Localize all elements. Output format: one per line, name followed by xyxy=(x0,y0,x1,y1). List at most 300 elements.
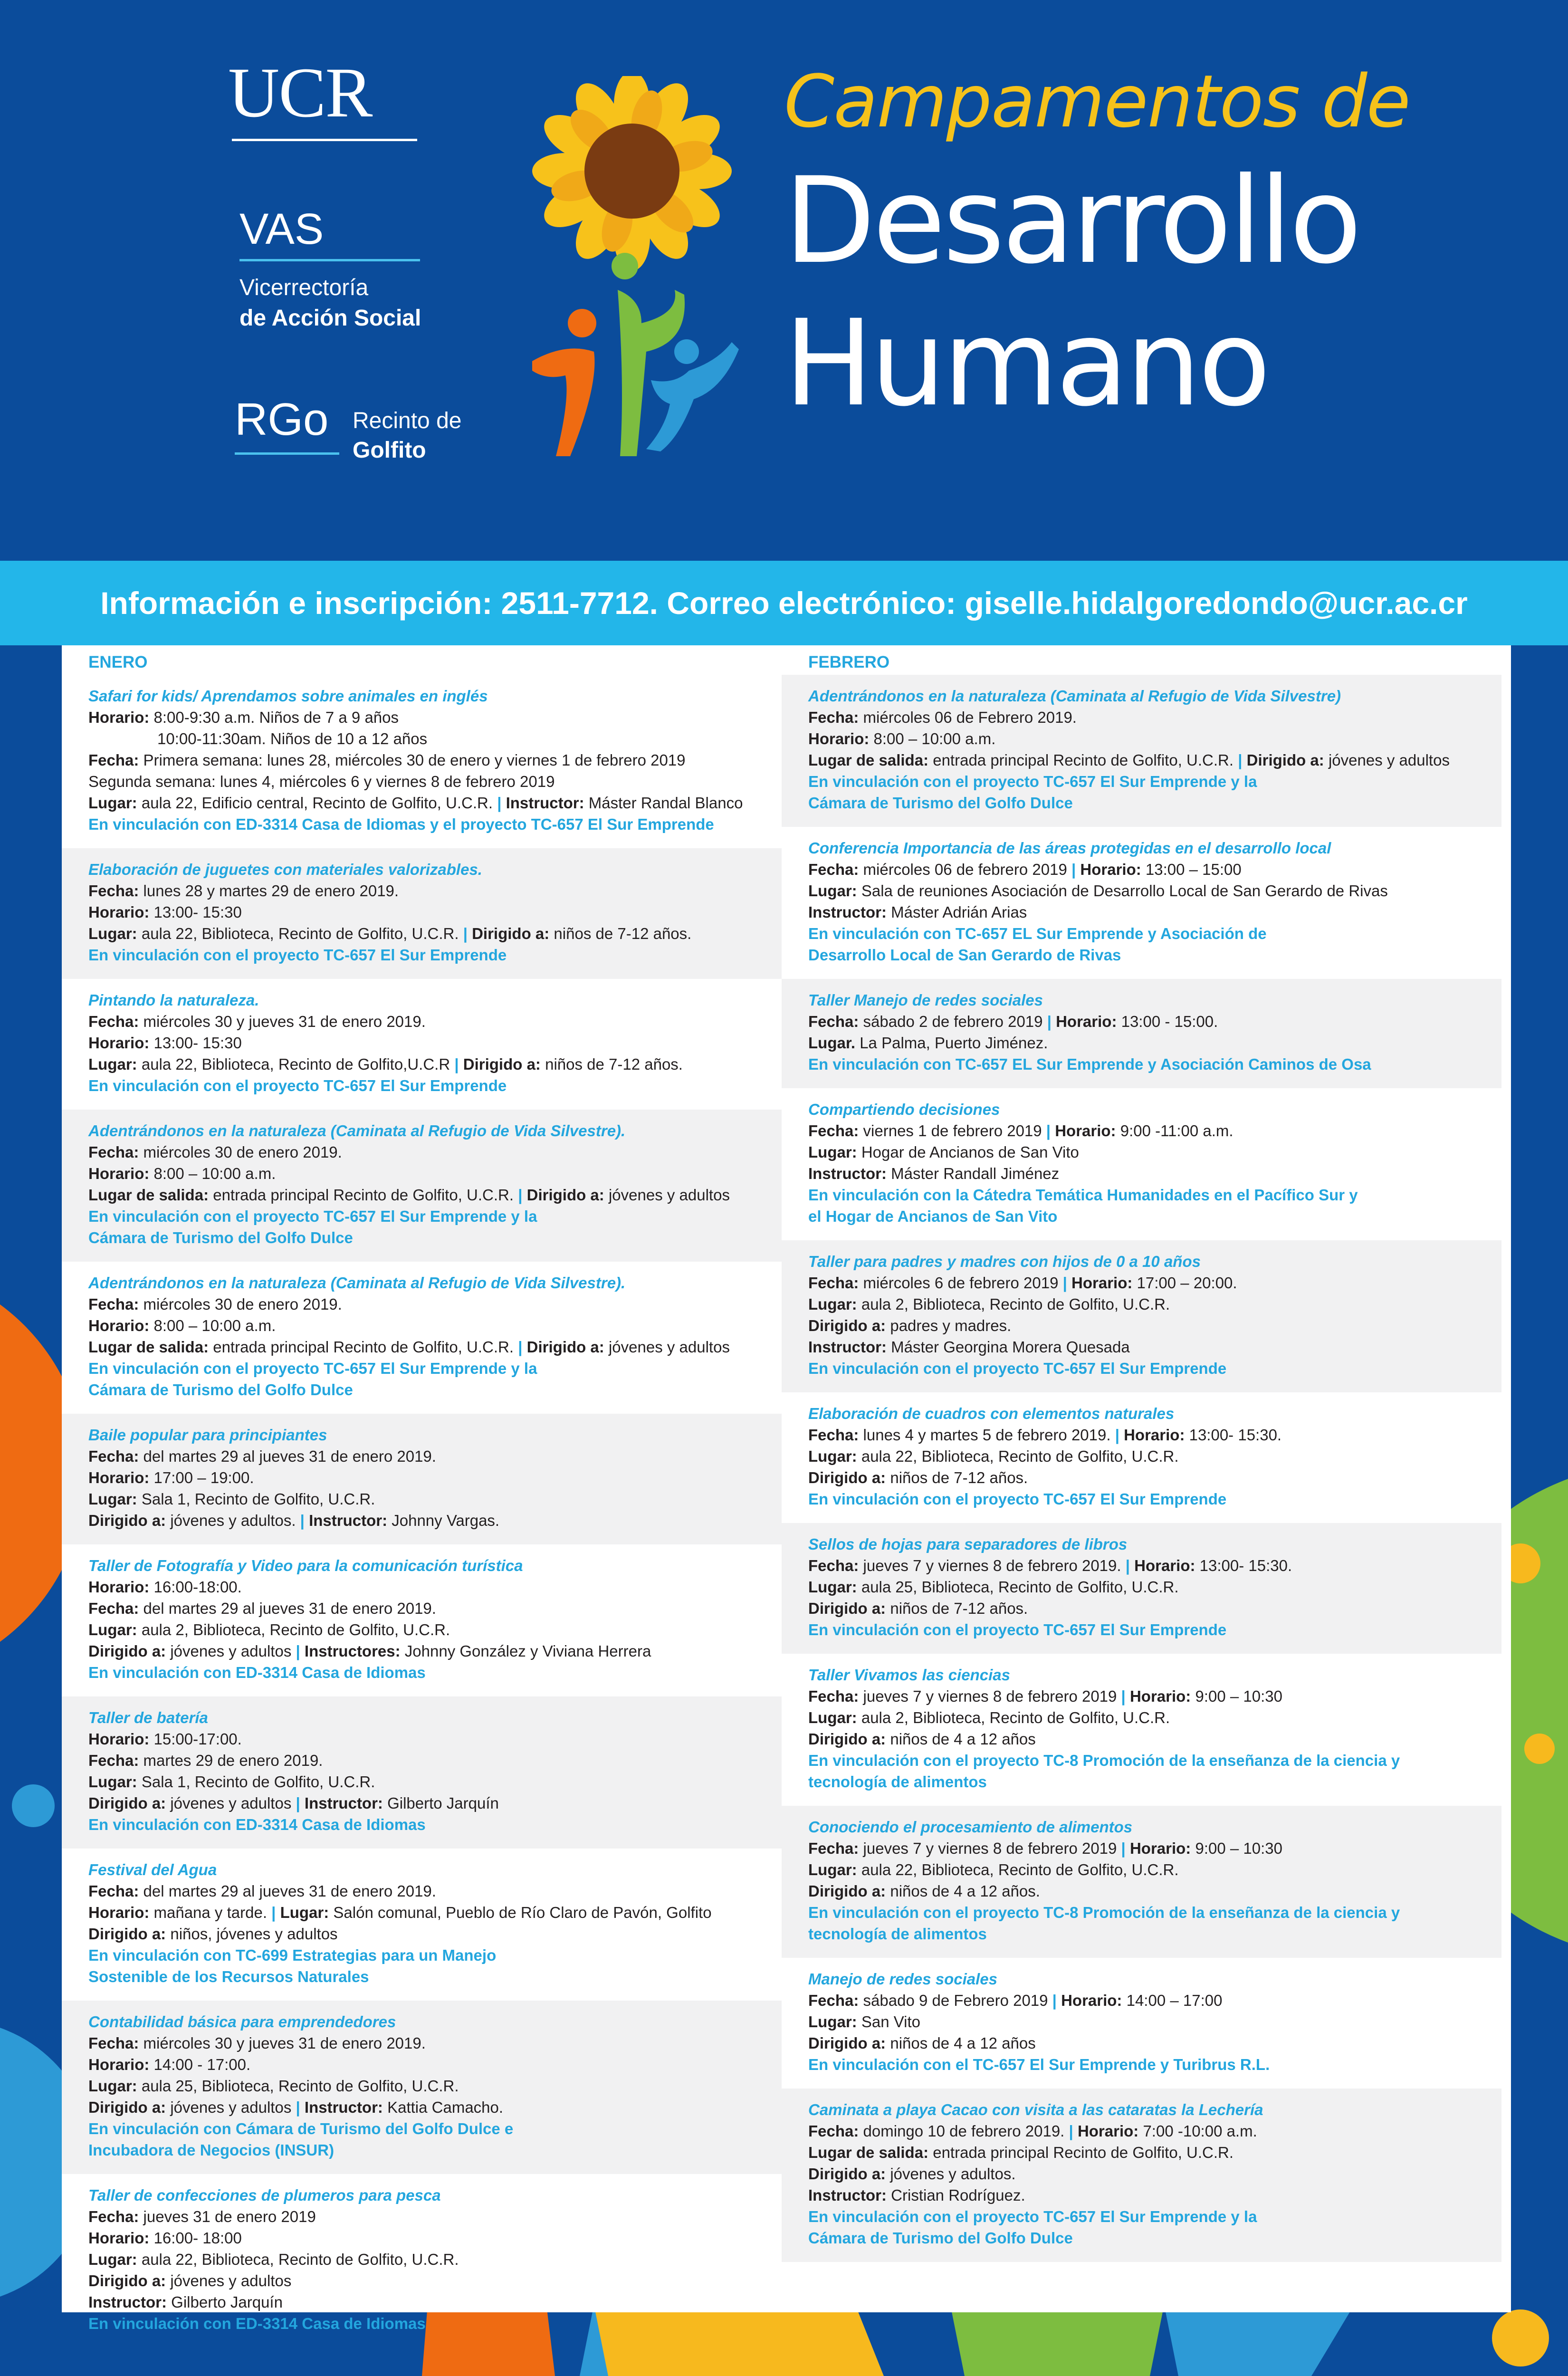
detail-value: aula 22, Biblioteca, Recinto de Golfito, U.C.R. xyxy=(857,1861,1179,1878)
event-detail-line xyxy=(808,1880,1473,1902)
detail-label: Instructor: xyxy=(808,1165,887,1182)
detail-label: Lugar: xyxy=(808,2013,857,2031)
event-detail-line xyxy=(808,1598,1473,1619)
event-detail-line xyxy=(88,880,753,901)
event-detail-line xyxy=(808,2120,1473,2142)
separator-bar: | xyxy=(463,925,472,942)
event-detail-line xyxy=(808,728,1473,749)
detail-label: Lugar de salida: xyxy=(808,751,929,769)
detail-label: Instructor: xyxy=(304,2098,383,2116)
event-affiliation: En vinculación con el proyecto TC-657 El Sur Emprende xyxy=(808,1360,1227,1377)
detail-label: Fecha: xyxy=(808,1557,859,1574)
event-affiliation: En vinculación con Cámara de Turismo del Golfo Dulce e xyxy=(88,2120,514,2137)
detail-label: Instructor: xyxy=(808,903,887,921)
vas-logo: VAS xyxy=(239,205,324,253)
event-title: Festival del Agua xyxy=(88,1861,217,1878)
yellow-dot-bottom-right xyxy=(1492,2309,1549,2366)
event-detail-line xyxy=(808,1272,1473,1293)
event-detail-line xyxy=(88,792,753,814)
detail-value: 15:00-17:00. xyxy=(149,1730,242,1748)
detail-label: Fecha: xyxy=(88,1600,139,1617)
separator-bar: | xyxy=(1046,1122,1055,1140)
detail-label: Fecha: xyxy=(88,751,139,769)
detail-label: Dirigido a: xyxy=(88,1925,166,1943)
event-detail-line xyxy=(88,1032,753,1054)
info-bar: Información e inscripción: 2511-7712. Correo electrónico: giselle.hidalgoredondo@ucr.ac.cr xyxy=(0,561,1568,645)
event-detail-line xyxy=(88,1011,753,1032)
detail-label: Horario: xyxy=(1055,1122,1116,1140)
detail-value: Sala 1, Recinto de Golfito, U.C.R. xyxy=(137,1773,375,1791)
event-detail-line xyxy=(88,1163,753,1184)
event-affiliation: En vinculación con ED-3314 Casa de Idiomas xyxy=(88,1816,426,1833)
event-title: Conociendo el procesamiento de alimentos xyxy=(808,1818,1133,1836)
detail-label: Fecha: xyxy=(808,1992,859,2009)
january-column xyxy=(62,645,782,2347)
detail-label: Lugar: xyxy=(280,1904,329,1921)
detail-label: Instructores: xyxy=(304,1642,401,1660)
detail-value: 13:00- 15:30 xyxy=(149,903,242,921)
event-detail-line xyxy=(808,1032,1473,1054)
detail-value: jueves 7 y viernes 8 de febrero 2019 xyxy=(859,1839,1121,1857)
detail-label: Dirigido a: xyxy=(88,1642,166,1660)
detail-label: Lugar: xyxy=(808,1447,857,1465)
event-detail-line xyxy=(808,1838,1473,1859)
detail-value: 17:00 – 19:00. xyxy=(149,1469,254,1486)
vas-name-line1: Vicerrectoría xyxy=(239,275,369,300)
blue-dot-left-3 xyxy=(0,2043,38,2081)
detail-label: Lugar: xyxy=(808,1578,857,1596)
separator-bar: | xyxy=(1047,1013,1056,1030)
detail-value: del martes 29 al jueves 31 de enero 2019. xyxy=(139,1600,436,1617)
detail-label: Dirigido a: xyxy=(526,1186,604,1204)
event-detail-line xyxy=(88,1880,753,1902)
event-detail-line xyxy=(88,1293,753,1315)
detail-value: domingo 10 de febrero 2019. xyxy=(859,2122,1069,2140)
detail-label: Fecha: xyxy=(88,1295,139,1313)
detail-value: La Palma, Puerto Jiménez. xyxy=(855,1034,1048,1052)
separator-bar: | xyxy=(1062,1274,1072,1292)
detail-value: niños, jóvenes y adultos xyxy=(166,1925,338,1943)
detail-label: Fecha: xyxy=(88,1752,139,1769)
detail-label: Horario: xyxy=(1124,1426,1185,1444)
detail-value: niños de 7-12 años. xyxy=(549,925,692,942)
event-detail-line xyxy=(808,1576,1473,1598)
event-detail-line xyxy=(88,1467,753,1488)
event-title: Manejo de redes sociales xyxy=(808,1970,998,1988)
event-detail-line xyxy=(88,2270,753,2291)
separator-bar: | xyxy=(1238,751,1247,769)
detail-value: jóvenes y adultos xyxy=(1324,751,1450,769)
detail-value: Kattia Camacho. xyxy=(382,2098,504,2116)
detail-label: Fecha: xyxy=(808,1274,859,1292)
detail-value: Salón comunal, Pueblo de Río Claro de Pavón, Golfito xyxy=(329,1904,712,1921)
detail-label: Fecha: xyxy=(88,882,139,900)
detail-value: 8:00-9:30 a.m. Niños de 7 a 9 años xyxy=(149,709,399,726)
detail-label: Horario: xyxy=(1129,1687,1191,1705)
detail-value: padres y madres. xyxy=(886,1317,1012,1334)
event-detail-line xyxy=(88,1728,753,1750)
detail-value: 13:00- 15:30. xyxy=(1195,1557,1292,1574)
detail-label: Fecha: xyxy=(808,709,859,726)
event-title: Taller Manejo de redes sociales xyxy=(808,991,1043,1009)
separator-bar: | xyxy=(497,794,506,812)
event-item xyxy=(782,1240,1501,1392)
separator-bar: | xyxy=(1121,1839,1130,1857)
detail-value: aula 25, Biblioteca, Recinto de Golfito, U.C.R. xyxy=(857,1578,1179,1596)
event-affiliation: En vinculación con el proyecto TC-657 El Sur Emprende y la xyxy=(808,2208,1257,2225)
detail-value: miércoles 06 de Febrero 2019. xyxy=(859,709,1077,726)
detail-value: 10:00-11:30am. Niños de 10 a 12 años xyxy=(157,730,428,747)
detail-value: 13:00 - 15:00. xyxy=(1117,1013,1218,1030)
detail-label: Lugar: xyxy=(88,2077,137,2095)
detail-value: 17:00 – 20:00. xyxy=(1132,1274,1237,1292)
detail-value: 16:00-18:00. xyxy=(149,1578,242,1596)
event-item xyxy=(782,1806,1501,1958)
event-detail-line xyxy=(808,1336,1473,1358)
event-affiliation: En vinculación con el proyecto TC-657 El Sur Emprende xyxy=(808,1490,1227,1508)
detail-label: Fecha: xyxy=(88,2034,139,2052)
detail-value: jóvenes y adultos xyxy=(166,1642,296,1660)
month-heading-enero: ENERO xyxy=(88,653,148,671)
detail-label: Lugar de salida: xyxy=(88,1338,209,1356)
detail-value: Máster Georgina Morera Quesada xyxy=(887,1338,1130,1356)
event-item xyxy=(782,1392,1501,1523)
separator-bar: | xyxy=(1052,1992,1061,2009)
detail-value: Máster Adrián Arias xyxy=(887,903,1027,921)
event-detail-line xyxy=(808,901,1473,923)
detail-value: Sala 1, Recinto de Golfito, U.C.R. xyxy=(137,1490,375,1508)
separator-bar: | xyxy=(271,1904,280,1921)
event-item xyxy=(782,675,1501,827)
event-detail-line xyxy=(808,1859,1473,1880)
detail-value: niños de 7-12 años. xyxy=(886,1600,1028,1617)
detail-value: 14:00 - 17:00. xyxy=(149,2056,251,2073)
detail-label: Horario: xyxy=(1077,2122,1139,2140)
event-affiliation: En vinculación con el proyecto TC-657 El Sur Emprende xyxy=(808,1621,1227,1638)
event-detail-line xyxy=(88,1598,753,1619)
detail-value: 13:00- 15:30. xyxy=(1185,1426,1282,1444)
event-detail-line xyxy=(808,1315,1473,1336)
event-title: Caminata a playa Cacao con visita a las cataratas la Lechería xyxy=(808,2101,1263,2118)
event-affiliation: Cámara de Turismo del Golfo Dulce xyxy=(808,794,1073,812)
event-title: Contabilidad básica para emprendedores xyxy=(88,2013,396,2031)
detail-label: Dirigido a: xyxy=(88,1512,166,1529)
detail-label: Horario: xyxy=(88,2229,150,2247)
detail-value: niños de 7-12 años. xyxy=(886,1469,1028,1486)
detail-label: Lugar: xyxy=(88,1055,137,1073)
detail-value: 14:00 – 17:00 xyxy=(1122,1992,1223,2009)
event-detail-line xyxy=(808,2142,1473,2163)
event-detail-line xyxy=(808,1728,1473,1750)
event-item xyxy=(62,2001,782,2174)
detail-label: Dirigido a: xyxy=(808,2034,886,2052)
event-item xyxy=(782,979,1501,1088)
event-item xyxy=(62,1544,782,1696)
title-campamentos: Campamentos de xyxy=(784,59,1410,144)
detail-value: mañana y tarde. xyxy=(149,1904,272,1921)
event-detail-line xyxy=(808,2163,1473,2184)
detail-value: niños de 4 a 12 años xyxy=(886,1730,1036,1748)
event-affiliation: En vinculación con TC-657 EL Sur Emprende y Asociación de xyxy=(808,925,1267,942)
event-detail-line xyxy=(88,2206,753,2227)
event-detail-line xyxy=(808,859,1473,880)
event-item xyxy=(782,1523,1501,1654)
detail-value: 16:00- 18:00 xyxy=(149,2229,242,2247)
event-detail-line xyxy=(88,1488,753,1510)
event-affiliation: En vinculación con TC-699 Estrategias para un Manejo xyxy=(88,1946,497,1964)
event-title: Pintando la naturaleza. xyxy=(88,991,259,1009)
rgo-logo: RGo xyxy=(235,394,329,445)
month-heading-febrero: FEBRERO xyxy=(808,653,890,671)
detail-label: Dirigido a: xyxy=(808,1882,886,1900)
detail-label: Lugar: xyxy=(808,882,857,900)
event-affiliation: En vinculación con ED-3314 Casa de Idiomas xyxy=(88,1664,426,1681)
event-item xyxy=(62,979,782,1110)
ucr-logo: UCR xyxy=(228,53,372,132)
detail-label: Lugar: xyxy=(808,1861,857,1878)
event-detail-line xyxy=(808,707,1473,728)
detail-value: Máster Randall Jiménez xyxy=(887,1165,1060,1182)
vas-name-line2: de Acción Social xyxy=(239,306,421,331)
detail-value: San Vito xyxy=(857,2013,920,2031)
detail-value: Cristian Rodríguez. xyxy=(887,2186,1025,2204)
detail-value: entrada principal Recinto de Golfito, U.C.R. xyxy=(928,751,1238,769)
february-column xyxy=(782,645,1501,2262)
detail-value: aula 25, Biblioteca, Recinto de Golfito, U.C.R. xyxy=(137,2077,459,2095)
detail-value: Gilberto Jarquín xyxy=(167,2293,283,2311)
event-detail-line xyxy=(88,728,753,749)
detail-label: Dirigido a: xyxy=(808,1600,886,1617)
detail-value: entrada principal Recinto de Golfito, U.C.R. xyxy=(209,1186,518,1204)
detail-label: Fecha: xyxy=(808,1122,859,1140)
detail-value: jóvenes y adultos xyxy=(166,2098,296,2116)
rgo-name-line2: Golfito xyxy=(353,438,426,463)
detail-label: Horario: xyxy=(88,1317,150,1334)
event-affiliation: Cámara de Turismo del Golfo Dulce xyxy=(808,2229,1073,2247)
detail-value: 9:00 -11:00 a.m. xyxy=(1116,1122,1233,1140)
event-detail-line xyxy=(808,1141,1473,1163)
event-detail-line xyxy=(808,2032,1473,2054)
detail-value: aula 2, Biblioteca, Recinto de Golfito, U.C.R. xyxy=(857,1295,1170,1313)
detail-value: jóvenes y adultos. xyxy=(886,2165,1016,2183)
separator-bar: | xyxy=(300,1512,309,1529)
separator-bar: | xyxy=(518,1186,527,1204)
detail-value: 8:00 – 10:00 a.m. xyxy=(149,1317,276,1334)
event-detail-line xyxy=(808,1446,1473,1467)
event-detail-line xyxy=(808,749,1473,771)
event-item xyxy=(62,1262,782,1414)
vas-underline xyxy=(239,259,420,261)
detail-label: Lugar: xyxy=(808,1143,857,1161)
event-item xyxy=(782,1958,1501,2089)
event-detail-line xyxy=(808,1011,1473,1032)
detail-value: Gilberto Jarquín xyxy=(382,1794,499,1812)
detail-label: Dirigido a: xyxy=(463,1055,541,1073)
event-affiliation: tecnología de alimentos xyxy=(808,1925,987,1943)
detail-value: 13:00 – 15:00 xyxy=(1141,861,1242,878)
detail-label: Dirigido a: xyxy=(88,1794,166,1812)
event-detail-line xyxy=(88,923,753,944)
detail-label: Horario: xyxy=(88,903,150,921)
detail-value: viernes 1 de febrero 2019 xyxy=(859,1122,1046,1140)
detail-value: jueves 7 y viernes 8 de febrero 2019. xyxy=(859,1557,1126,1574)
detail-value: miércoles 30 y jueves 31 de enero 2019. xyxy=(139,2034,426,2052)
detail-label: Fecha: xyxy=(808,1687,859,1705)
detail-label: Horario: xyxy=(88,1730,150,1748)
rgo-name-line1: Recinto de xyxy=(353,408,462,433)
detail-value: aula 22, Edificio central, Recinto de Golfito, U.C.R. xyxy=(137,794,497,812)
detail-value: sábado 2 de febrero 2019 xyxy=(859,1013,1047,1030)
event-detail-line xyxy=(88,1054,753,1075)
event-detail-line xyxy=(808,1707,1473,1728)
schedule-panel xyxy=(62,645,1511,2332)
detail-value: Johnny Vargas. xyxy=(387,1512,500,1529)
detail-label: Fecha: xyxy=(88,1447,139,1465)
event-affiliation: Sostenible de los Recursos Naturales xyxy=(88,1968,369,1985)
detail-label: Lugar: xyxy=(88,1773,137,1791)
event-detail-line xyxy=(88,2032,753,2054)
detail-value: jóvenes y adultos xyxy=(166,1794,296,1812)
detail-value: 9:00 – 10:30 xyxy=(1191,1839,1282,1857)
sunflower-icon xyxy=(532,76,732,271)
event-affiliation: Cámara de Turismo del Golfo Dulce xyxy=(88,1229,353,1246)
detail-value: Hogar de Ancianos de San Vito xyxy=(857,1143,1079,1161)
detail-label: Horario: xyxy=(88,1469,150,1486)
event-detail-line xyxy=(88,1792,753,1814)
detail-value: Segunda semana: lunes 4, miércoles 6 y viernes 8 de febrero 2019 xyxy=(88,773,555,790)
event-title: Safari for kids/ Aprendamos sobre animales en inglés xyxy=(88,687,488,705)
event-item xyxy=(782,1654,1501,1806)
detail-value: lunes 28 y martes 29 de enero 2019. xyxy=(139,882,399,900)
event-title: Adentrándonos en la naturaleza (Caminata al Refugio de Vida Silvestre) xyxy=(808,687,1341,705)
detail-label: Instructor: xyxy=(309,1512,388,1529)
detail-value: martes 29 de enero 2019. xyxy=(139,1752,323,1769)
january-event-list xyxy=(62,675,782,2347)
event-detail-line xyxy=(88,2054,753,2075)
detail-value: 9:00 – 10:30 xyxy=(1191,1687,1282,1705)
detail-value: 13:00- 15:30 xyxy=(149,1034,242,1052)
rgo-underline xyxy=(235,452,339,455)
event-item xyxy=(62,1414,782,1544)
event-detail-line xyxy=(88,1446,753,1467)
detail-label: Instructor: xyxy=(808,1338,887,1356)
event-affiliation: En vinculación con ED-3314 Casa de Idiomas xyxy=(88,2315,426,2332)
event-affiliation: En vinculación con el proyecto TC-8 Promoción de la enseñanza de la ciencia y xyxy=(808,1904,1400,1921)
detail-label: Dirigido a: xyxy=(808,2165,886,2183)
event-title: Taller de Fotografía y Video para la comunicación turística xyxy=(88,1557,523,1574)
detail-value: miércoles 30 y jueves 31 de enero 2019. xyxy=(139,1013,426,1030)
detail-value: niños de 4 a 12 años xyxy=(886,2034,1036,2052)
event-affiliation: tecnología de alimentos xyxy=(808,1773,987,1791)
detail-label: Dirigido a: xyxy=(88,2098,166,2116)
event-detail-line xyxy=(808,1293,1473,1315)
separator-bar: | xyxy=(1069,2122,1078,2140)
detail-label: Lugar. xyxy=(808,1034,856,1052)
event-affiliation: En vinculación con TC-657 EL Sur Emprende y Asociación Caminos de Osa xyxy=(808,1055,1371,1073)
detail-value: aula 22, Biblioteca, Recinto de Golfito, U.C.R. xyxy=(137,925,463,942)
event-detail-line xyxy=(88,1336,753,1358)
detail-value: entrada principal Recinto de Golfito, U.C.R. xyxy=(928,2144,1234,2161)
detail-label: Dirigido a: xyxy=(1246,751,1324,769)
event-affiliation: En vinculación con el TC-657 El Sur Emprende y Turibrus R.L. xyxy=(808,2056,1270,2073)
detail-value: sábado 9 de Febrero 2019 xyxy=(859,1992,1052,2009)
detail-label: Lugar de salida: xyxy=(808,2144,929,2161)
event-item xyxy=(62,2174,782,2347)
event-affiliation: el Hogar de Ancianos de San Vito xyxy=(808,1207,1058,1225)
event-detail-line xyxy=(808,1990,1473,2011)
detail-value: miércoles 6 de febrero 2019 xyxy=(859,1274,1063,1292)
event-detail-line xyxy=(808,1467,1473,1488)
detail-label: Horario: xyxy=(1134,1557,1195,1574)
detail-value: 8:00 – 10:00 a.m. xyxy=(869,730,996,747)
event-item xyxy=(62,1696,782,1849)
event-detail-line xyxy=(88,1141,753,1163)
detail-label: Fecha: xyxy=(808,1839,859,1857)
detail-label: Fecha: xyxy=(808,1013,859,1030)
blue-dot-left xyxy=(12,1784,55,1827)
separator-bar: | xyxy=(296,1642,305,1660)
title-desarrollo: Desarrollo xyxy=(784,152,1359,290)
detail-label: Fecha: xyxy=(88,1143,139,1161)
event-detail-line xyxy=(88,1184,753,1206)
detail-value: del martes 29 al jueves 31 de enero 2019. xyxy=(139,1882,436,1900)
detail-value: aula 22, Biblioteca, Recinto de Golfito, U.C.R. xyxy=(857,1447,1179,1465)
detail-label: Dirigido a: xyxy=(526,1338,604,1356)
event-title: Adentrándonos en la naturaleza (Caminata al Refugio de Vida Silvestre). xyxy=(88,1274,626,1292)
event-affiliation: En vinculación con la Cátedra Temática Humanidades en el Pacífico Sur y xyxy=(808,1186,1358,1204)
event-title: Taller Vivamos las ciencias xyxy=(808,1666,1010,1684)
detail-label: Horario: xyxy=(808,730,870,747)
detail-label: Horario: xyxy=(1129,1839,1191,1857)
event-title: Taller para padres y madres con hijos de 0 a 10 años xyxy=(808,1253,1201,1270)
detail-label: Fecha: xyxy=(808,1426,859,1444)
separator-bar: | xyxy=(1071,861,1080,878)
detail-value: jóvenes y adultos xyxy=(166,2272,292,2290)
event-affiliation: Cámara de Turismo del Golfo Dulce xyxy=(88,1381,353,1399)
detail-value: jóvenes y adultos. xyxy=(166,1512,300,1529)
event-title: Conferencia Importancia de las áreas protegidas en el desarrollo local xyxy=(808,839,1331,857)
detail-value: entrada principal Recinto de Golfito, U.C.R. xyxy=(209,1338,518,1356)
event-title: Taller de confecciones de plumeros para pesca xyxy=(88,2186,441,2204)
event-detail-line xyxy=(88,1771,753,1792)
green-figure-bottom xyxy=(950,2305,1164,2376)
event-affiliation: Desarrollo Local de San Gerardo de Rivas xyxy=(808,946,1121,964)
event-detail-line xyxy=(808,880,1473,901)
event-item xyxy=(782,2089,1501,2262)
detail-value: aula 2, Biblioteca, Recinto de Golfito, U.C.R. xyxy=(857,1709,1170,1726)
event-detail-line xyxy=(88,2075,753,2097)
event-title: Compartiendo decisiones xyxy=(808,1101,1000,1118)
event-item xyxy=(62,1110,782,1262)
detail-value: jóvenes y adultos xyxy=(604,1186,730,1204)
detail-value: aula 22, Biblioteca, Recinto de Golfito,U.C.R xyxy=(137,1055,455,1073)
event-detail-line xyxy=(88,901,753,923)
detail-value: 7:00 -10:00 a.m. xyxy=(1138,2122,1257,2140)
detail-label: Fecha: xyxy=(808,2122,859,2140)
detail-label: Lugar: xyxy=(88,1490,137,1508)
blue-dot-left-2 xyxy=(24,2143,52,2172)
detail-label: Lugar: xyxy=(88,925,137,942)
detail-label: Horario: xyxy=(1080,861,1141,878)
detail-label: Instructor: xyxy=(304,1794,383,1812)
detail-value: jueves 7 y viernes 8 de febrero 2019 xyxy=(859,1687,1121,1705)
event-detail-line xyxy=(88,2291,753,2313)
event-item xyxy=(782,1088,1501,1240)
detail-label: Horario: xyxy=(88,1034,150,1052)
detail-value: Johnny González y Viviana Herrera xyxy=(400,1642,651,1660)
detail-value: miércoles 06 de febrero 2019 xyxy=(859,861,1071,878)
event-detail-line xyxy=(88,2097,753,2118)
